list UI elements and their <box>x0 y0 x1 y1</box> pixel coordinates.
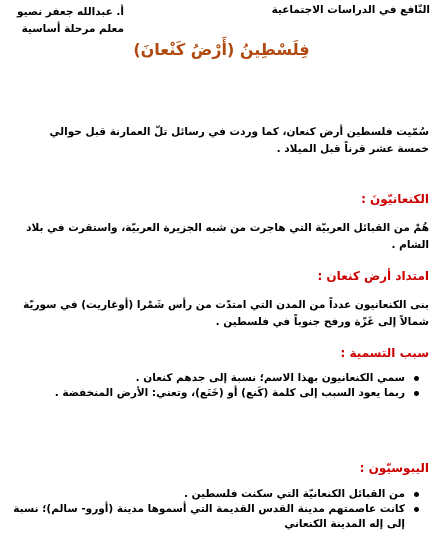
teacher-name: أ. عبدالله جعفر نصيو <box>16 6 124 18</box>
list-item <box>5 371 405 386</box>
canaanites-paragraph: هُمْ من القبائل العربيّة التي هاجرت من شبه الجزيرة العربيّة، واستقرت في بلاد الشام . <box>26 222 429 251</box>
heading-naming-reason: سبب التسمية : <box>340 346 429 360</box>
heading-canaanites: الكنعانيّونَ : <box>361 192 429 206</box>
list-item <box>5 502 405 532</box>
list-item-text: من القبائل الكنعانيّة التي سكنت فلسطين . <box>183 488 405 500</box>
document-title: فِلَسْطِينُ (أَرْضُ كَنْعانَ) <box>133 40 310 59</box>
list-item-text: كانت عاصمتهم مدينة القدس القديمة التي أسموها مدينة (أورو- سالم)؛ نسبة إلى إله المدينة الكنعاني <box>13 503 405 530</box>
header-subject: النّافع في الدراسات الاجتماعية <box>271 4 430 16</box>
list-item-text: ربما يعود السبب إلى كلمة (كَنع) أو (خَنَع)، وتعني: الأرض المنخفضة . <box>54 387 405 399</box>
list-item-text: سمي الكنعانيون بهذا الاسم؛ نسبة إلى جدهم كنعان . <box>135 372 405 384</box>
heading-jebusites: اليبوسيّون : <box>359 461 429 475</box>
bullet-icon <box>414 492 419 497</box>
land-extent-paragraph: بنى الكنعانيون عدداً من المدن التي امتدّت من رأس شَمْرا (أوغاريت) في سوريّة شمالاً إلى غَزّة ورفح جنوباً في فلسطين . <box>23 299 429 328</box>
list-item <box>5 386 405 401</box>
list-item <box>5 487 405 502</box>
intro-paragraph: سُمّيت فلسطين أرض كنعان، كما وردت في رسائل تلّ العمارنة قبل حوالي خمسة عشر قرناً قبل الميلاد . <box>49 126 429 155</box>
bullet-icon <box>414 376 419 381</box>
teacher-role: معلم مرحلة أساسية <box>21 23 124 35</box>
jebusites-list <box>5 487 421 532</box>
bullet-icon <box>414 391 419 396</box>
naming-reason-list <box>5 371 421 401</box>
header-teacher-block <box>14 4 124 38</box>
bullet-icon <box>414 507 419 512</box>
heading-land-extent: امتداد أرض كنعان : <box>317 269 429 283</box>
